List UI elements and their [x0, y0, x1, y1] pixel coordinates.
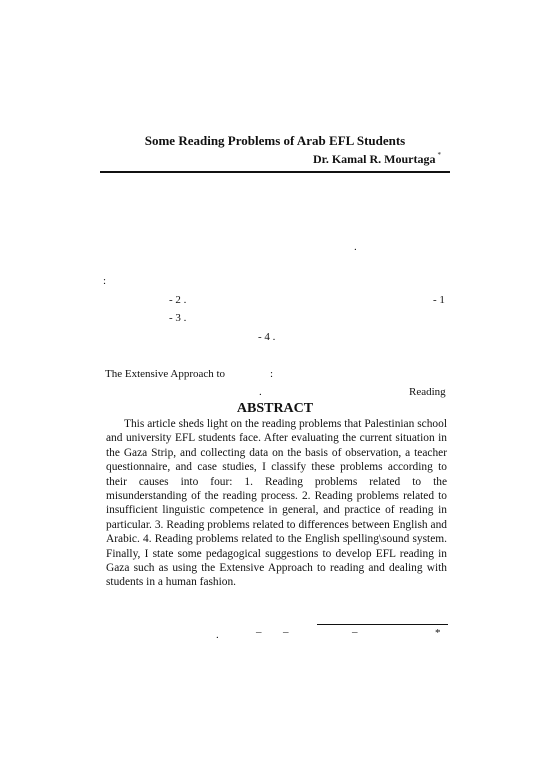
footnote-marker: * — [435, 627, 441, 639]
footnote-fragment: – — [283, 626, 289, 638]
arabic-abstract-fragment: . — [354, 241, 357, 253]
author-name-text: Dr. Kamal R. Mourtaga — [312, 152, 436, 166]
footnote-fragment: . — [216, 629, 219, 641]
arabic-abstract-fragment: : — [103, 275, 107, 287]
arabic-list-number: - 4 . — [258, 331, 276, 343]
arabic-list-number: - 2 . — [169, 294, 187, 306]
footnote-fragment: – — [256, 626, 262, 638]
footnote-divider — [317, 624, 448, 625]
arabic-abstract-english-term: Reading — [409, 386, 446, 398]
arabic-abstract-fragment: . — [259, 386, 262, 398]
arabic-abstract-english-term: The Extensive Approach to — [105, 368, 226, 380]
author-name — [313, 151, 441, 167]
arabic-abstract-fragment: : — [270, 368, 274, 380]
arabic-list-number: - 1 — [433, 294, 445, 306]
title-divider — [100, 171, 450, 173]
abstract-heading: ABSTRACT — [236, 401, 314, 416]
author-footnote-marker: * — [437, 151, 441, 159]
footnote-fragment: – — [352, 626, 358, 638]
arabic-list-number: - 3 . — [169, 312, 187, 324]
abstract-body: This article sheds light on the reading problems that Palestinian school and university EFL students face. After evaluating the current situation in the Gaza Strip, and collecting data on the basis of observation, a teacher questionnaire, and case studies, I classify these problems according to their causes into four: 1. Reading problems related to the misunderstanding of the reading process. 2. Reading problems related to insufficient linguistic competence in general, and practice of reading in particular. 3. Reading problems related to differences between English and Arabic. 4. Reading problems related to the English spelling\sound system. Finally, I state some pedagogical suggestions to develop EFL reading in Gaza such as using the Extensive Approach to reading and dealing with students in a human fashion. — [106, 418, 447, 589]
paper-title: Some Reading Problems of Arab EFL Students — [144, 133, 406, 148]
